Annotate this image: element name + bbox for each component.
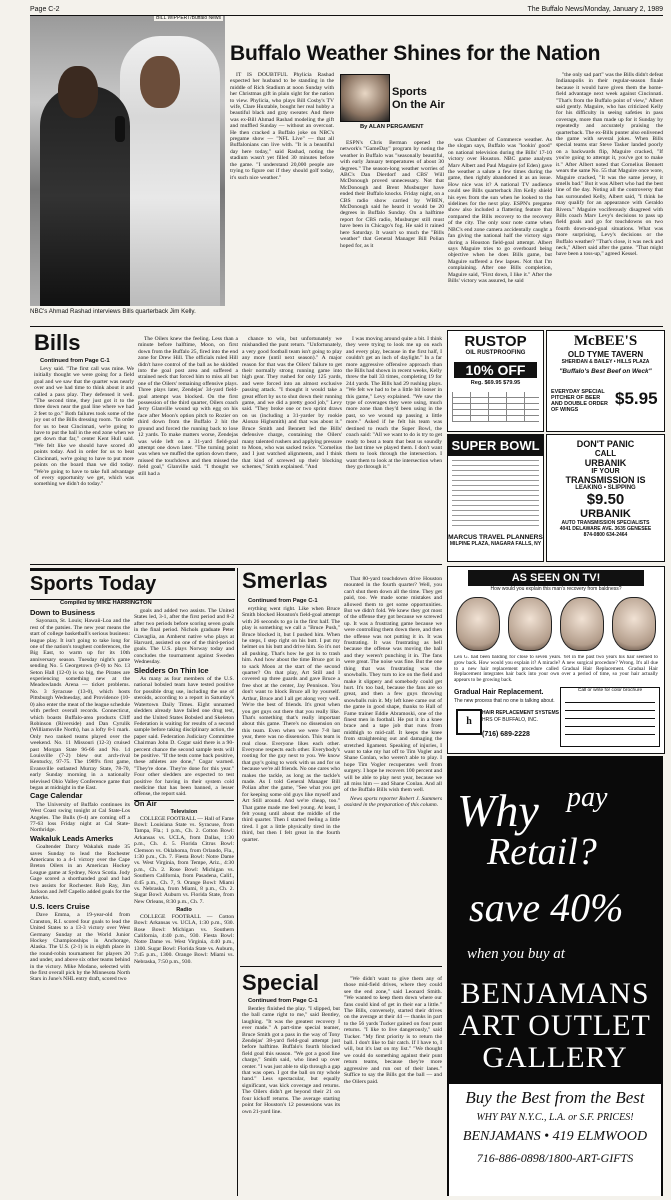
benjamans-why: Why xyxy=(457,785,539,836)
superbowl-footer: MARCUS TRAVEL PLANNERS xyxy=(448,534,543,541)
smerlas-headline: Smerlas xyxy=(242,568,328,593)
rustop-title: RUSTOP xyxy=(464,333,527,350)
special-jump: Continued from Page C-1 xyxy=(248,998,318,1004)
hair-ad-subtitle: How would you explain this man's recovery from baldness? xyxy=(490,586,622,592)
lead-column-4 xyxy=(556,72,663,320)
microphone-icon xyxy=(115,116,125,142)
interviewer-head xyxy=(58,66,98,118)
sports-radio-text: COLLEGE FOOTBALL — Cotton Bowl: Arkansas vs. UCLA, 1:30 p.m., 930. Rose Bowl: Michigan vs. Southern California, 4:40 p.m., 930. Fiesta Bowl: Notre Dame vs. West Virginia, 4:40 p.m., 1300. Sugar Bowl: Florida State vs. Auburn, 7:45 p.m., 1300. Orange Bowl: Miami vs. Nebraska, 7:50 p.m., 930. xyxy=(134,913,234,965)
bills-column-3 xyxy=(242,336,342,560)
section-rule-2 xyxy=(30,564,442,565)
bills-column-3-text: chance to win, but unfortunately we mishandled the punt return. "Unfortunately, a very good football team isn't going to play any more (until next season)." A major reason for that was the Oilers' failure to get their normally strong running game into high gear. They rushed for only 125 yards, and were forced into an almost exclusive passing attack. "I thought it would take a great effort by us to shut down their running game, and we did a pretty good job," Levy said. "They broke one or two sprint draws on us (including a 31-yarder by rookie Alonzo Highsmith) and that was about it." Bruce Smith and Bennett led the Bills' defensive charge, containing the Oilers' many talented rushers and applying pressure to Moon, who was sacked twice. "Cornelius and I just watched alignments, and I think that kind of screwed up their blocking schemes," Smith explained. "And xyxy=(242,336,342,471)
superbowl-address: MILPINE PLAZA, NIAGARA FALLS, NY xyxy=(449,541,542,547)
mcbees-offer: EVERYDAY SPECIAL PITCHER OF BEER AND DOUBLE ORDER OF WINGS xyxy=(551,389,608,413)
superbowl-ad xyxy=(447,434,544,562)
before-face-1 xyxy=(456,597,500,651)
benjamans-prices: WHY PAY N.Y.C., L.A. or S.F. PRICES! xyxy=(476,1112,634,1123)
sports-today-headline: Sports Today xyxy=(30,573,157,595)
bills-column-1-text: Levy said. "The first call was mine. We initially thought we were going for a field goal and we saw that the quarter was nearly over and we had time to think about it and called a pass play. They defensed it well. "The second time, they just got it to the three down near the goal line where we had 2 feet to go." Both failures took some of the joy out of the Bills dressing room. "In order for us to beat Cincinnati, we're going to have to put the ball in the end zone when we get down that far," center Kent Hull said. "We felt like we should have scored 40 points today. And in order for us to beat Cincinnati, we're going to have to put more points on the board than we did today. "We're going to have to take full advantage of every opportunity we get, which was something we didn't do today." xyxy=(34,366,134,488)
urbanik-line-6: LEAKING • SLIPPING xyxy=(575,485,636,491)
rustop-ad xyxy=(447,330,544,432)
sports-radio-label: Radio xyxy=(176,907,192,914)
mcbees-price: $5.95 xyxy=(615,389,658,408)
smerlas-column-1 xyxy=(242,606,340,964)
sports-sub-amerks: Wakaluk Leads Amerks xyxy=(30,833,114,843)
bills-column-4 xyxy=(346,336,442,560)
smerlas-jump: Continued from Page C-1 xyxy=(248,598,318,604)
hair-ad-company-2: HRS OF BUFFALO, INC. xyxy=(482,717,538,723)
benjamans-retail: Retail? xyxy=(487,831,597,873)
mcbees-title: McBEE'S xyxy=(573,333,638,349)
smerlas-column-1-text: erything went right. Like when Bruce Smith blocked Houston's field-goal attempt with 26 seconds to go in the first half. The play is something we call a "Bruce Push," Bruce blocked it, but I pushed him. When he steps, I step right on his butt. I put my helmet on his butt and drive him. So it's not all pushing. That's how he got in to trash him. And how about the time Bruce got in to sack Moon at the start of the second quarter? On that play, Art Still and I covered up three guards and gave Bruce a free shot at the center, Jay Pennison. You don't want to block Bruce all by yourself. Arthur, Bruce and I all get along very well. We're the best of friends. It's great when you get guys out there that you really like. That's something that's really important about this game. There's no dissension on this team. Even when we were 7-8 last year, there was no dissension. This team is real close. Everyone likes each other. Everyone respects each other. Everybody's rooting for the guy next to you. We know that guy's going to work with us and for us because we're all friends. No one cares who makes the tackle, as long as the tackle's made. As I told General Manager Bill Polian after the game, "See what you get for keeping some old guys like myself and Art Still around. And we're cheap, too." That game made me feel young. At least, I felt young until about the middle of the third quarter. Then I started feeling a little tired. I got a little physically tired in the third, but then I felt great in the fourth quarter. xyxy=(242,606,340,843)
bills-jump: Continued from Page C-1 xyxy=(40,358,110,364)
section-rule-3 xyxy=(240,966,442,967)
benjamans-pay: pay xyxy=(567,782,608,813)
benjamans-phone: 716-886-0898/1800-ART-GIFTS xyxy=(476,1151,634,1165)
sports-today-banner xyxy=(30,568,235,600)
before-face-4 xyxy=(612,597,656,651)
hair-ad-body: Len G. had been balding for close to seven years. Yet in the past two years his hair seemed to grow back. How would you explain it? A miracle? A new surgical procedure? Wrong. It's all due to a new hair replacement procedure called Gradual Hair Replacement. Gradual Hair Replacement integrates hair back into your own over a period of time, so your hair actually appears to be growing back. xyxy=(454,655,658,684)
player-head xyxy=(140,56,180,108)
before-face-3 xyxy=(560,597,604,651)
lead-photo xyxy=(30,16,225,306)
benjamans-address: BENJAMANS • 419 ELMWOOD xyxy=(462,1129,648,1144)
column-byline: By ALAN PERGAMENT xyxy=(360,124,424,130)
benjamans-ad xyxy=(447,756,663,1196)
urbanik-phone: 874-0800 634-2464 xyxy=(583,532,628,538)
rustop-subtitle: OIL RUSTPROOFING xyxy=(465,350,526,356)
special-column-2-text: "We didn't want to give them any of those mid-field drives, where they could see the end zone," said Leonard Smith. "We wanted to keep them down where our fans could kind of get in their ear a little." The Bills, conversely, started their drives on the average at their 44 — thanks in part to the 56 yards Tucker gained on four punt returns. "I like to live dangerously," said Tucker. "My first priority is to return the ball. I don't like to fair catch. If I have to, I will, but it's last on my list." "We thought we could do something against their punt return teams, because they're more aggressive and run out of their lanes." Suffice to say the Bills got the ball — and the Oilers paid. xyxy=(344,976,442,1085)
bills-headline: Bills xyxy=(34,330,81,355)
benjamans-when: when you buy at xyxy=(467,946,565,962)
column-logo-title-1: Sports xyxy=(392,86,427,98)
smerlas-column-2-text: That 80-yard touchdown drive Houston mounted in the fourth quarter? Well, you can't shut them down all the time. They get paid, too. We made some mistakes and allowed them to get some opportunities. But we didn't fold. We knew they got most of the offense they got because we screwed up. It was a frustrating game because we were controlling them down there, and then the offense was not putting it in. It was frustrating. It was frustrating as hell because the offense was moving the ball and they weren't punching it in. The fans were great. The noise was fine. But the one thing that was frustrating was the snowballs. They turn to ice on the field and make it slippery and somebody could get hurt. It's too bad, because the fans are so great, and then a few guys throwing snowballs ruin it. My left knee came out of the game in good shape, thanks to Hall of Fame trainer Eddie Abramoski, one of the finest men in football. He put it in a knee brace and a tape job that runs from midthigh to mid-calf. It keeps the knee from straightening out and damaging the stretched ligament. Speaking of injuries, I want to take my hat off to Tim Vogler and Shane Conlan, who weren't able to play. I hope Tim Vogler recuperates well from surgery. I hope he recovers 100 percent and will be able to play next year, because we all miss him — and Shane Conlan. And all of the Buffalo Bills wish them well. xyxy=(344,576,442,794)
sports-today-compiled: Compiled by MIKE HARRINGTON xyxy=(60,600,152,606)
sports-amerks-text: Goaltender Darcy Wakaluk made 35 saves Sunday to lead the Rochester Americans to a 4-1 victory over the Cape Breton Oilers in an American Hockey League game at Sydney, Nova Scotia. Jody Gage scored a shorthanded goal and had two assists for Rochester. Rob Ray, Jim Jackson and Jeff Capello added goals for the Amerks. xyxy=(30,844,130,902)
bills-column-2-text: The Oilers knew the feeling. Less than a minute before halftime, Moon, on first down from the Buffalo 25, fired into the end zone for Drew Hill. The officials ruled Hill didn't have control of the ball as he skidded into the goal post area and suffered a strained neck that forced him to miss all but one of the Oilers' remaining offensive plays. Three plays later, Zendejas' 34-yard field-goal attempt was blocked. On the first possession of the third quarter, Oilers coach Jerry Glanville wound up with egg on his face after Moon's option pitch to Rozier on third down from the Buffalo 2 hit the ground and forced the running back to lose 12 yards. To make matters worse, Zendejas was wide left on a 31-yard field-goal attempt one down later. "The turning point was when we muffed the option down there, missed the touchdown and then missed the field goal," Glanville said. "I thought we still had a xyxy=(138,336,238,477)
lead-column-4-text: "the only sad part" was the Bills didn't defeat Indianapolis in their regular-season finale because it would have given them the home-field advantage next week against Cincinnati. "That's from the Buffalo point of view," Albert said gently. Maguire, who has criticized Kelly for his difficulty in seeing safeties in pass coverage, more than made up for it Sunday by repeatedly and accurately praising the quarterback. The ex-Bills punter also enlivened the game with several jokes. When Bills special teams star Steve Tasker landed poorly on a backwards flip, Maguire cracked, "If you're going to attempt it, you've got to make it." After Albert noted that Cornelius Bennett wears the same No. 55 that Maguire once wore, Maguire cracked, "It was the same jersey, it smells bad." But it was Albert who had the best line of the day. Noting all the controversy that has surrounded Kelly, Albert said, "I think he may qualify for an appearance with Geraldo Rivera." Maguire vociferously disagreed with Bills coach Marv Levy's decisions to pass up field goals and go for touchdowns on two fourth down-and-goal situations. What was more surprising, Levy's decisions or the Buffalo weather? "That's close, it was neck and neck," Albert said after the game. "That might have been a toss-up," agreed Kessel. xyxy=(556,72,663,258)
section-rule-1 xyxy=(30,326,663,327)
rustop-price: Reg. $69.95 $79.95 xyxy=(470,380,521,386)
sports-sub-sledders: Sledders On Thin Ice xyxy=(134,665,209,675)
urbanik-name: URBANIK xyxy=(580,508,631,520)
lead-column-2-body xyxy=(340,72,444,320)
bills-column-4-text: I was moving around quite a bit. I think they were trying to look me up on each and every play, because in the first half, I couldn't get an inch of daylight." In a far more aggressive offensive approach than the Bills had shown in recent weeks, Kelly threw the ball 33 times, completing 19 for 244 yards. The Bills had 29 rushing plays. "We felt we had to be a little bit looser in this game," Levy explained. "We saw the type of coverages they were using, much more zone than they'd been using in the past, so we wound up passing a little more." Asked if he felt his team was destined to reach the Super Bowl, the coach said: "All we want to do is try to get ready to beat a team that beat us soundly the last time we played them. I don't want them to look through the intersection. I want them to look at the intersection when they go through it." xyxy=(346,336,442,471)
smerlas-column-2 xyxy=(344,576,442,964)
sports-tv-label: Television xyxy=(170,809,198,816)
mcbees-subtitle: OLD TYME TAVERN xyxy=(567,350,644,359)
benjamans-gallery: BENJAMANS ART OUTLET GALLERY xyxy=(459,977,651,1074)
hair-ad-form-label: Call or write for color brochure xyxy=(577,688,643,693)
hair-ad-form xyxy=(560,687,660,747)
page-label: Page C-2 xyxy=(30,6,60,13)
vertical-divider-sports xyxy=(237,568,238,1196)
sports-icers-text: Dave Emma, a 19-year-old from Cranston, R.I. scored four goals to lead the United States to a 13-3 victory over West Germany Sunday at the World Junior Hockey Championships in Anchorage, Alaska. The U.S. (2-1) is in eighth place in the round-robin tournament for players 20 and under, and above six other teams behind in the victory. Mike Modano, selected with the first overall pick by the Minnesota North Stars in June's NHL entry draft, scored two xyxy=(30,912,130,983)
hair-ad-cta: Gradual Hair Replacement. xyxy=(454,689,544,696)
rustop-offer: 10% OFF xyxy=(454,362,537,378)
superbowl-title: SUPER BOWL xyxy=(448,435,543,456)
hair-ad-cta-sub: The new process that no one is talking about. xyxy=(454,698,555,704)
urbanik-service: AUTO TRANSMISSION SPECIALISTS xyxy=(561,520,650,526)
photo-caption: NBC's Ahmad Rashad interviews Bills quarterback Jim Kelly. xyxy=(30,308,196,315)
hair-ad-company: HAIR REPLACEMENT SYSTEMS xyxy=(482,710,559,716)
sports-sledders-text: As many as four members of the U.S. national bobsled team have tested positive for possible drug use, including the use of steroids, according to a report in Saturday's Watertown Daily Times. Eight unnamed sledders already have failed one drug test, and the United States Bobsled and Skeleton Federation is waiting for results of a second sample before taking disciplinary action, the paper said. Federation Judiciary Committee Chairman John D. Cogar said there is a 90-percent chance the second sample tests will be positive. "If the tests come back positive, these athletes are done," Cogar warned. "They're done. They're done for this year." Four other sledders are expected to test positive for having in their system cold medicine that has been banned, a lesser offense, the report said. xyxy=(134,676,234,798)
special-column-1-text: Bentley finished the play. "I slipped, but the ball came right to me," said Bentley, laughing. "It was the greatest recovery I ever made." A part-time special teamer, Bruce Smith got a pass in the way of Tony Zendejas' 38-yard field-goal attempt just before halftime. Buffalo's fourth blocked field goal this season. "We got a good line charge," Smith said, who lined up over center. "I was just able to slip through a gap that was open. I got the ball on my whole hand." Less spectacular, but equally significant, was kick coverage and returns. The Oilers didn't get beyond their 21 on four kickoff returns. The average starting point for Houston's 12 possessions was its own 21-yard line. xyxy=(242,1006,340,1115)
lead-column-1-text: IT IS DOUBTFUL Phylicia Rashad expected her husband to be standing in the middle of Rich Stadium at noon Sunday with her Christmas gift in plain sight for the nation to view. Phylicia, who plays Bill Cosby's TV wife, Clare Huxtable, bought her real hubby a beautiful black and gray sweater. And there was ex-Bill Ahmad Rashad modeling the gift and muffled Sunday — without an overcoat. He then cracked a Buffalo joke on NBC's pregame show — "NFL Live" — that all Buffalonians can live with. "It is a beautiful day here today," said Rashad, noting the stadium wasn't yet filled 30 minutes before the game. "I understand 20,000 people are trying to figure out if they should golf today, it's such nice weather." xyxy=(230,72,334,181)
benjamans-save: save 40% xyxy=(469,885,624,930)
sports-today-column-2 xyxy=(134,608,234,1196)
superbowl-body xyxy=(452,460,539,530)
urbanik-address: 4041 DELAWARE AVE. 3635 GENESEE xyxy=(559,526,652,532)
lead-column-3-text: was Chamber of Commerce weather. As the slogan says, Buffalo was "lookin' good" on national television during the Bills' 17-10 victory over Houston. NBC game analysts Marv Albert and Paul Maguire (of Eden) gave the weather a salute a few times during the game, then rightly abandoned it as an issue. How nice was it? A national TV audience could see Bills quarterback Jim Kelly shield his eyes from the sun when he looked to the sidelines for the next play. ESPN's pregame show also included a flattering feature that compared the Bills recovery to the recovery of the city. The only sour note came when NBC's end zone camera accidentally caught a fan giving the national half the victory sign during a Houston field-goal attempt. Albert says Maguire tries to go overboard being objective when he does Bills game, but Maguire suffered a few lapses. Not that I'm complaining. After one Bills completion, Maguire said, "First down, I like it." After the Bills' victory was assured, he said xyxy=(448,137,552,284)
sports-col2-text: goals and added two assists. The United States led, 3-1, after the first period and 8-2 after two periods before scoring seven goals in the final period. Nichols graduate Peter Ciavaglia, an Amherst native who plays at Harvard, assisted on one of the third-period goals. The U.S. plays Norway today and concludes the tournament against Sweden Wednesday. xyxy=(134,608,234,666)
hrs-logo-icon: h xyxy=(456,709,482,735)
benjamans-best-panel xyxy=(449,1084,661,1196)
hair-ad-title: AS SEEN ON TV! xyxy=(468,570,644,586)
sports-sub-icers: U.S. Icers Cruise xyxy=(30,901,90,911)
lead-column-3 xyxy=(448,137,552,320)
lead-column-1 xyxy=(230,72,334,320)
rustop-grid xyxy=(452,392,539,422)
mcbees-slogan: "Buffalo's Best Beef on Weck" xyxy=(559,368,652,375)
mcbees-address: SHERIDAN & BAILEY • HILLS PLAZA xyxy=(561,359,650,365)
special-headline: Special xyxy=(242,970,320,995)
sports-tv-text: COLLEGE FOOTBALL — Hall of Fame Bowl: Louisiana State vs. Syracuse, from Tampa, Fla.; 1 p.m., Ch. 2. Cotton Bowl: Arkansas vs. UCLA, from Dallas, 1:30 p.m., Ch. 4. 5. Florida Citrus Bowl: Clemson vs. Oklahoma, from Orlando, Fla., 1:30 p.m., Ch. 7. Fiesta Bowl: Notre Dame vs. West Virginia, from Tempe, Ariz., 4:30 p.m., Ch. 2. Rose Bowl: Michigan vs. Southern California, from Pasadena, Calif., 4:45 p.m., Ch. 7, 9. Orange Bowl: Miami vs. Nebraska, from Miami, 8 p.m., Ch. 2. Sugar Bowl: Auburn vs. Florida State, from New Orleans, 8:30 p.m., Ch. 7. xyxy=(134,815,234,905)
hair-ad-form-lines xyxy=(565,695,655,741)
sports-business-text: Sayonara, St. Louis; Hawaii-Loa and the rest of the patsies. The new year means the start of college basketball's serious business: league play. It isn't going to take long for one of the nation's toughest conferences, the Big East, to warm up for its 10th anniversary season. Tuesday night's game sending No. 5 Georgetown (9-0) to No. 13 Seton Hall (12-0) is so big, the Pirates are experiencing something new at the Meadowlands Arena — ticket problems. No. 3 Syracuse (13-0), which hosts Pittsburgh Wednesday, and Providence (10-0) also enter the meat of the league schedule with perfect overall records. Connecticut, which boasts Buffalo-area products Cliff Robinson (Riverside) and Dan Cyrulik (Williamsville North), has a lofty 8-1 mark. Only two ranked teams played over the weekend. No. 11 Missouri (12-3) cruised past Morgan State 96-66 and No. 14 Louisville (7-2) blew out arch-rival Kentucky, 97-75. The 1989's first game, Evansville outlasted Murray State, 78-70, early Sunday morning in a nationally televised Ohio Valley Conference game that began at midnight in the East. xyxy=(30,618,130,791)
urbanik-line-5: TRANSMISSION IS xyxy=(565,475,646,485)
bills-column-2 xyxy=(138,336,238,560)
publication-line: The Buffalo News/Monday, January 2, 1989 xyxy=(527,6,663,13)
column-logo-title-2: On the Air xyxy=(392,99,445,111)
sports-cage-text: The University of Buffalo continues its West Coast swing tonight at Cal State-Los Angeles. The Bulls (6-4) are coming off a 77-63 loss Friday night at Cal State-Northridge. xyxy=(30,801,130,834)
smerlas-note: News sports reporter Robert J. Summers assisted in the preparation of this column. xyxy=(344,795,442,809)
sports-on-air: On Air xyxy=(134,800,234,807)
lead-headline: Buffalo Weather Shines for the Nation xyxy=(230,42,601,65)
photo-credit: BILL WIPPERT/Buffalo News xyxy=(156,16,221,21)
sports-sub-cage: Cage Calendar xyxy=(30,791,83,801)
benjamans-best: Buy the Best from the Best xyxy=(465,1088,645,1107)
lead-column-2-text: ESPN's Chris Berman opened the network's "GameDay" program by noting the weather in Buffalo was "seasonally beautiful, with early January temperatures of about 30 degrees." The season-long weather worries of ABC's Dan Dierdorf and CBS' Will McDonough proved unnecessary. Not that McDonough and Brent Musburger have ended their Buffalo knocks. Friday night, on a CBS radio show carried by WBEN, McDonough said he heard it would be 20 degrees in Buffalo Sunday. On a halftime report for CBS radio, Musburger still must have been in Chicago's fog. He said it rained here Saturday. It wasn't so much the "Bills weather" that General Manager Bill Polian hoped for, as it xyxy=(340,140,444,249)
urbanik-price: $9.50 xyxy=(586,491,625,508)
hair-replacement-ad xyxy=(447,566,665,754)
special-column-1 xyxy=(242,1006,340,1196)
hair-ad-phone: (716) 689-2228 xyxy=(482,731,530,738)
urbanik-ad xyxy=(546,434,665,562)
before-face-2 xyxy=(508,597,552,651)
bills-column-1 xyxy=(34,366,134,560)
urbanik-line-4: IF YOUR xyxy=(591,468,620,475)
urbanik-line-1: DON'T PANIC xyxy=(576,439,635,449)
sports-today-column-1 xyxy=(30,608,130,1196)
sports-sub-business: Down to Business xyxy=(30,608,96,617)
urbanik-line-3: URBANIK xyxy=(584,458,627,468)
special-column-2 xyxy=(344,976,442,1196)
mcbees-ad xyxy=(546,330,665,432)
urbanik-line-2: CALL xyxy=(594,449,617,458)
